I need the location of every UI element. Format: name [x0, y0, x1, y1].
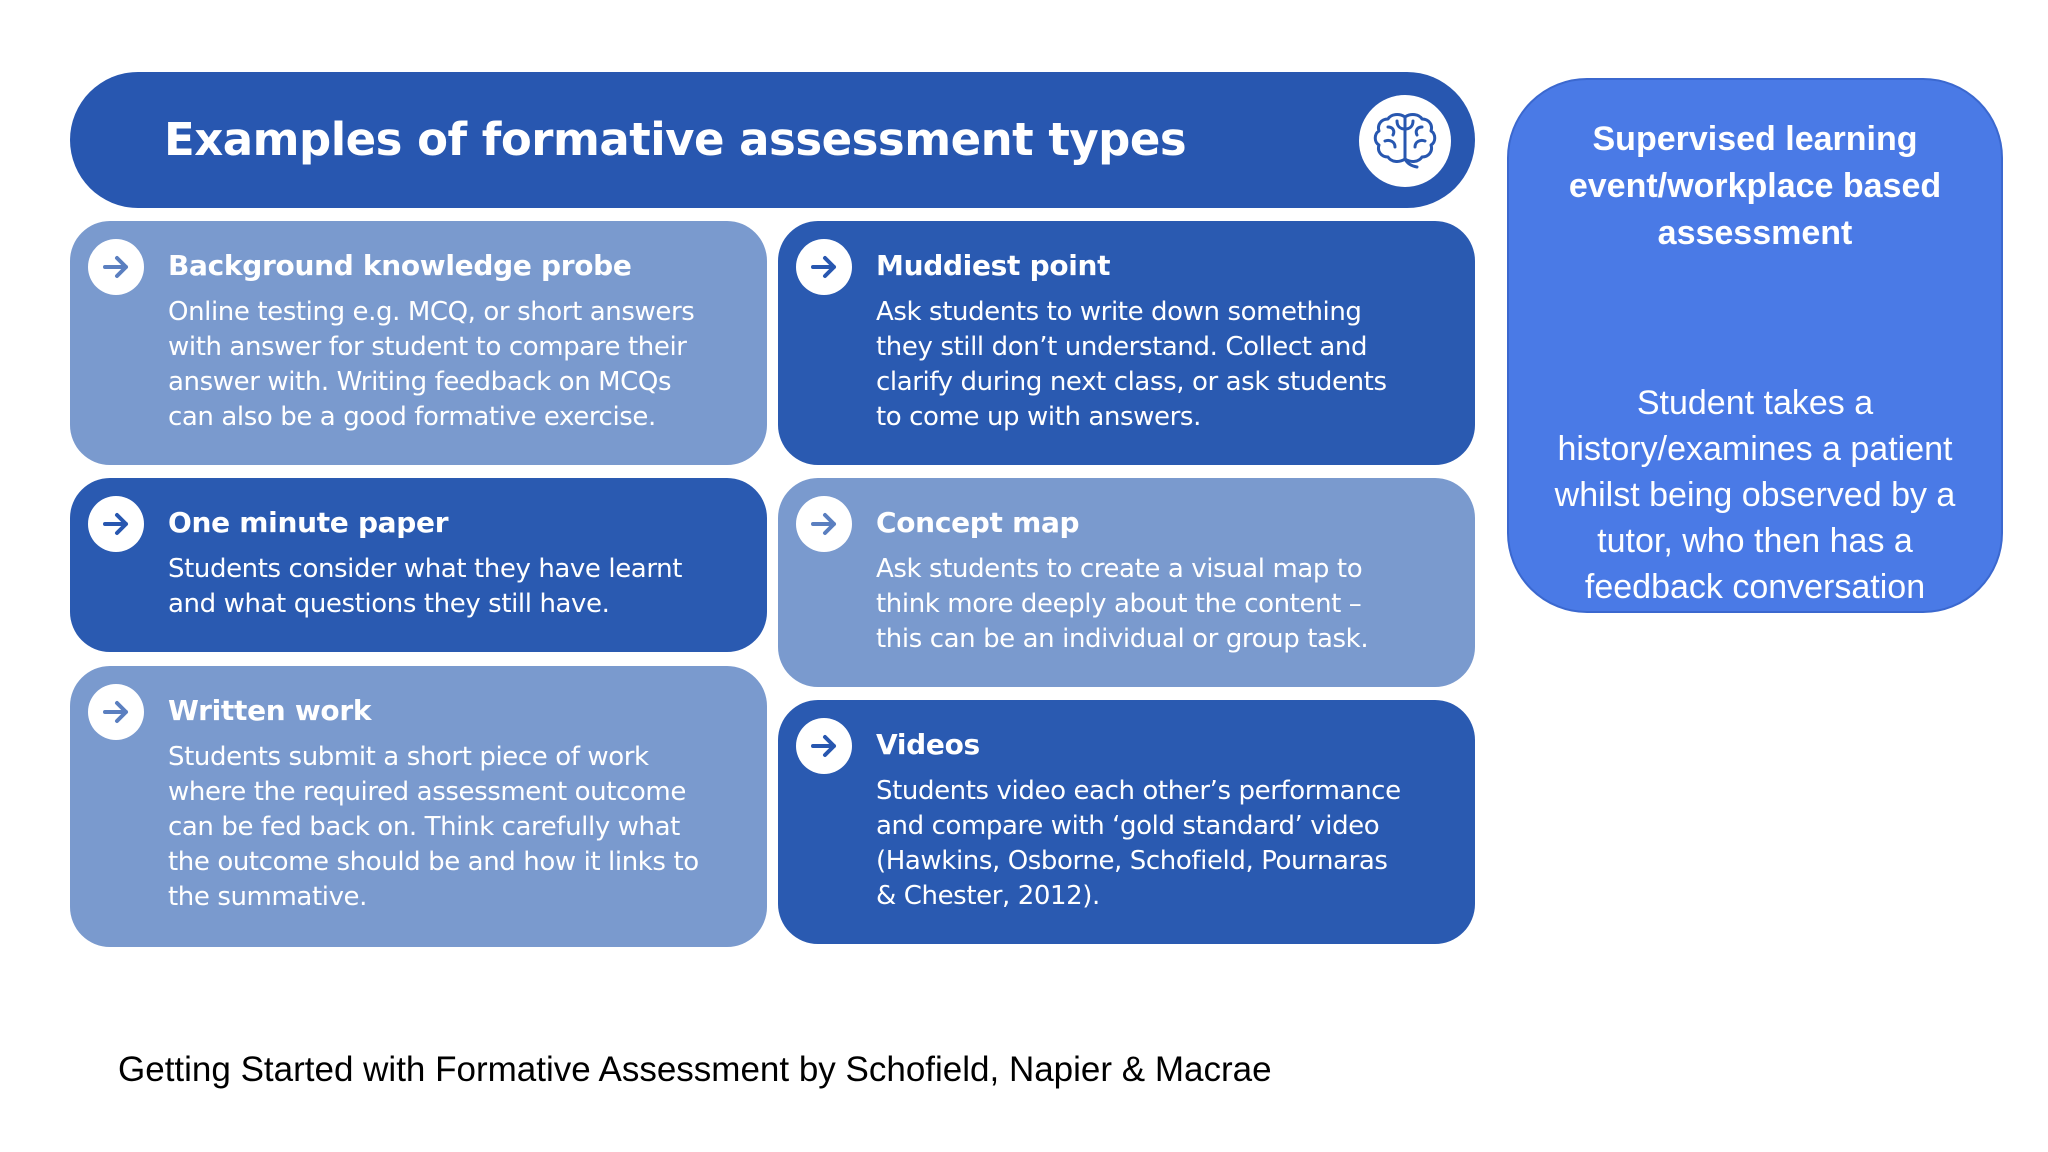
card-title: Background knowledge probe — [168, 249, 632, 282]
card-videos — [778, 700, 1475, 944]
arrow-right-icon — [88, 496, 144, 552]
card-title: One minute paper — [168, 506, 449, 539]
supervised-learning-box — [1507, 78, 2003, 652]
citation: Getting Started with Formative Assessment by Schofield, Napier & Macrae — [118, 1050, 1272, 1089]
card-description: Online testing e.g. MCQ, or short answers with answer for student to compare their answer with. Writing feedback on MCQs can also be a good formative exercise. — [168, 297, 695, 432]
card-title: Concept map — [876, 506, 1080, 539]
arrow-right-icon — [88, 684, 144, 740]
arrow-right-icon — [88, 239, 144, 295]
brain-icon — [1359, 95, 1451, 187]
card-one-minute-paper — [70, 478, 767, 652]
card-description: Students submit a short piece of work where the required assessment outcome can be fed back on. Think carefully what the outcome should be and how it links to the summative. — [168, 742, 699, 912]
header-banner — [70, 72, 1475, 208]
page-title: Examples of formative assessment types — [164, 113, 1187, 166]
arrow-right-icon — [796, 496, 852, 552]
card-written-work — [70, 666, 767, 947]
card-description: Ask students to write down something they still don’t understand. Collect and clarify during next class, or ask students to come up with answers. — [876, 297, 1387, 432]
card-description: Ask students to create a visual map to think more deeply about the content – this can be an individual or group task. — [876, 554, 1369, 654]
card-description: Students consider what they have learnt and what questions they still have. — [168, 554, 683, 619]
arrow-right-icon — [796, 239, 852, 295]
card-title: Written work — [168, 694, 372, 727]
card-concept-map — [778, 478, 1475, 687]
card-background-knowledge-probe — [70, 221, 767, 465]
card-description: Students video each other’s performance and compare with ‘gold standard’ video (Hawkins, Osborne, Schofield, Pournaras & Chester, 2012). — [876, 776, 1401, 911]
side-box-description: Student takes a history/examines a patient whilst being observed by a tutor, who then has a feedback conversation with them afterwards. — [1554, 384, 1956, 652]
card-title: Muddiest point — [876, 249, 1111, 282]
side-box-title: Supervised learning event/workplace based assessment — [1568, 120, 1942, 252]
card-muddiest-point — [778, 221, 1475, 465]
arrow-right-icon — [796, 718, 852, 774]
card-title: Videos — [876, 728, 980, 761]
